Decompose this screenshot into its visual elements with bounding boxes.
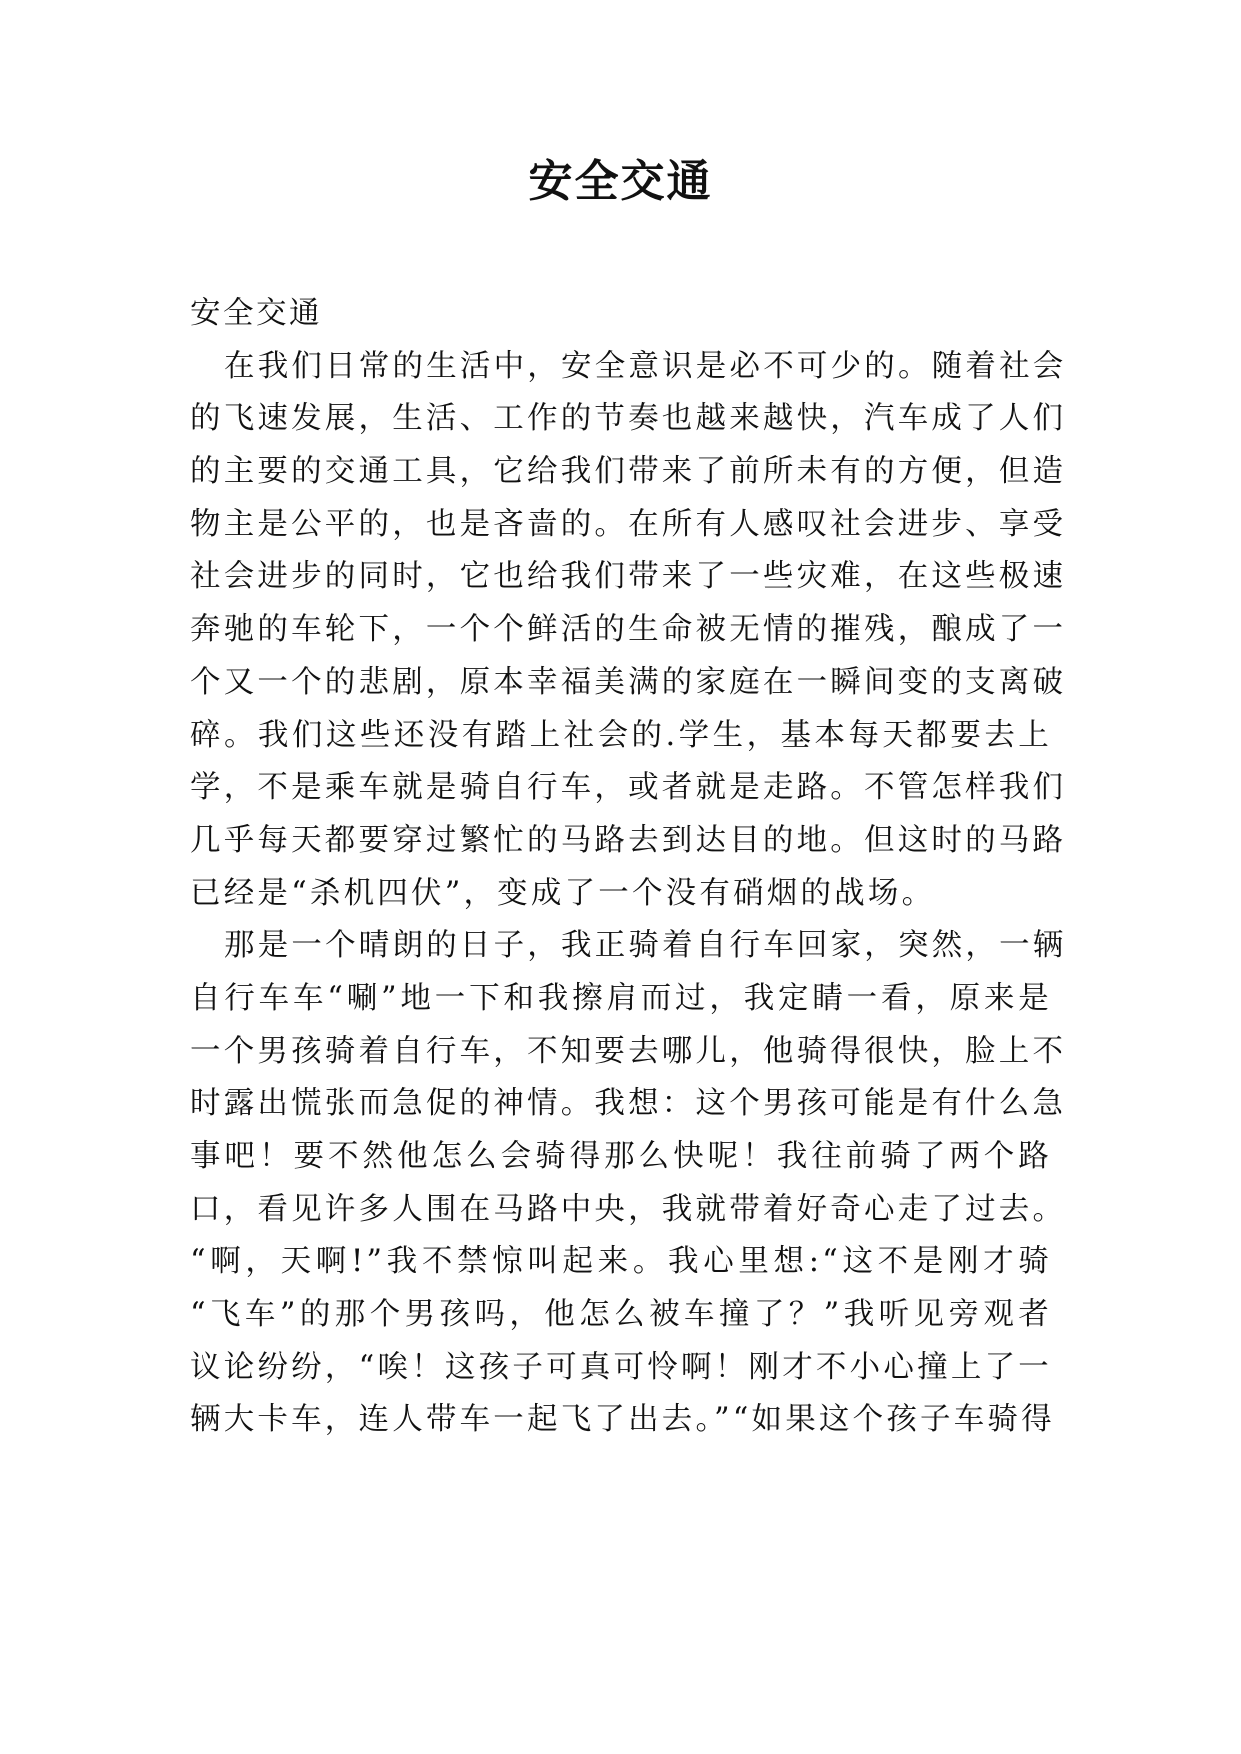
text-line: 口，看见许多人围在马路中央，我就带着好奇心走了过去。	[190, 1191, 1067, 1227]
text-line: 碎。我们这些还没有踏上社会的.学生，基本每天都要去上	[190, 717, 1052, 753]
document-title: 安全交通	[528, 156, 713, 207]
text-line: 时露出慌张而急促的神情。我想：这个男孩可能是有什么急	[190, 1086, 1067, 1122]
text-line: 物主是公平的，也是吝啬的。在所有人感叹社会进步、享受	[190, 506, 1067, 542]
text-line: 几乎每天都要穿过繁忙的马路去到达目的地。但这时的马路	[190, 822, 1067, 858]
text-line: “啊，天啊!”我不禁惊叫起来。我心里想:“这不是刚才骑	[190, 1244, 1052, 1280]
text-line: 事吧！要不然他怎么会骑得那么快呢！我往前骑了两个路	[190, 1139, 1052, 1174]
text-line: 自行车车“唰”地一下和我擦肩而过，我定睛一看，原来是	[190, 980, 1052, 1016]
section-subheading: 安全交通	[190, 296, 322, 331]
text-line: 那是一个晴朗的日子，我正骑着自行车回家，突然，一辆	[224, 928, 1067, 964]
text-line: 的飞速发展，生活、工作的节奏也越来越快，汽车成了人们	[190, 401, 1067, 437]
text-line: “飞车”的那个男孩吗，他怎么被车撞了？”我听见旁观者	[190, 1297, 1052, 1333]
text-line: 辆大卡车，连人带车一起飞了出去。”“如果这个孩子车骑得	[190, 1402, 1055, 1438]
document-body	[190, 288, 1067, 1447]
text-line: 在我们日常的生活中，安全意识是必不可少的。随着社会	[224, 348, 1067, 384]
text-line: 个又一个的悲剧，原本幸福美满的家庭在一瞬间变的支离破	[190, 664, 1067, 700]
text-line: 奔驰的车轮下，一个个鲜活的生命被无情的摧残，酿成了一	[190, 612, 1067, 648]
text-line: 一个男孩骑着自行车，不知要去哪儿，他骑得很快，脸上不	[190, 1033, 1067, 1069]
text-line: 已经是“杀机四伏”，变成了一个没有硝烟的战场。	[190, 875, 936, 911]
text-line: 社会进步的同时，它也给我们带来了一些灾难，在这些极速	[190, 559, 1067, 595]
text-line: 议论纷纷，“唉！这孩子可真可怜啊！刚才不小心撞上了一	[190, 1349, 1052, 1385]
text-line: 学，不是乘车就是骑自行车，或者就是走路。不管怎样我们	[190, 770, 1067, 806]
text-line: 的主要的交通工具，它给我们带来了前所未有的方便，但造	[190, 454, 1067, 490]
